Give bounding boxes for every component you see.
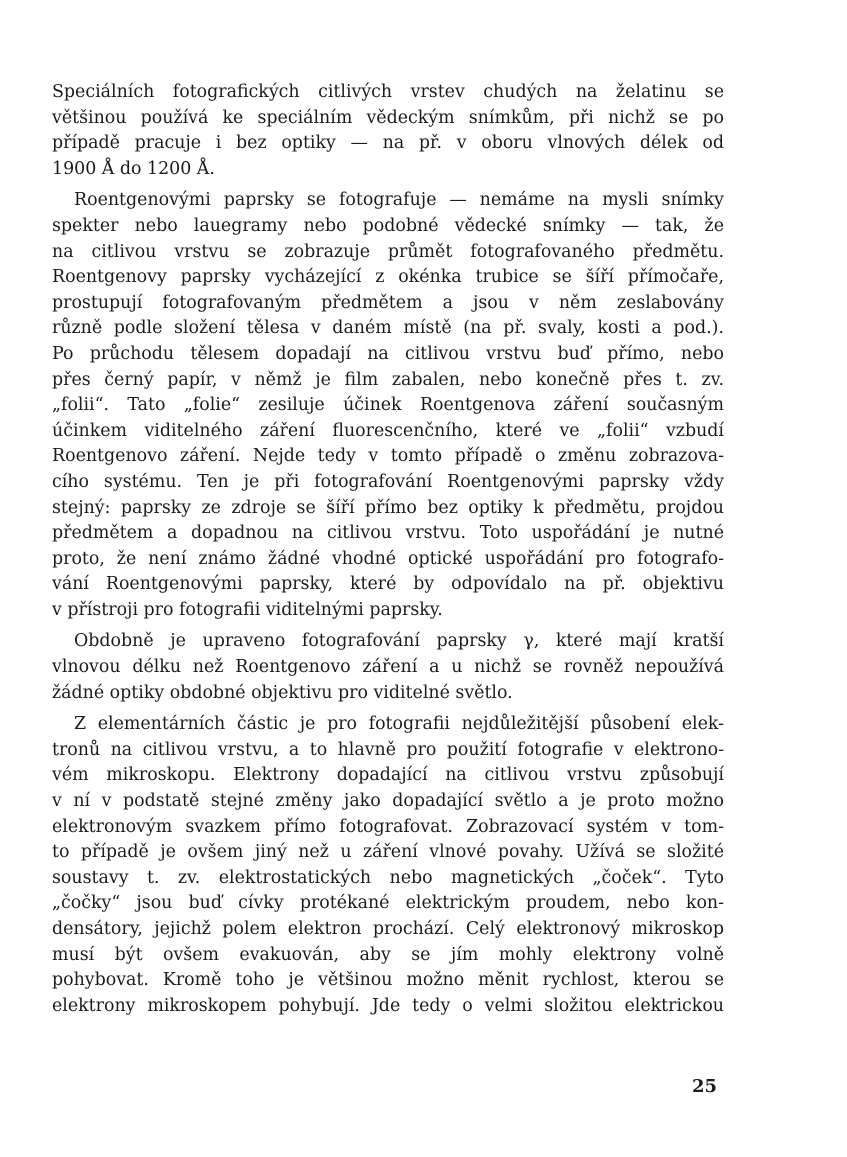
paragraph-3 [52, 629, 724, 706]
paragraph-4 [52, 712, 724, 1019]
text-line: to případě je ovšem jiný než u záření vlnové povahy. Užívá se složité [52, 842, 724, 863]
text-line: předmětem a dopadnou na citlivou vrstvu. Toto uspořádání je nutné [52, 523, 724, 544]
text-line: Obdobně je upraveno fotografování paprsky γ, které mají kratší [74, 631, 724, 652]
text-line: densátory, jejichž polem elektron prochází. Celý elektronový mikroskop [52, 919, 724, 939]
text-line: případě pracuje i bez optiky — na př. v oboru vlnových délek od [52, 133, 724, 154]
text-line: různě podle složení tělesa v daném místě (na př. svaly, kosti a pod.). [52, 318, 724, 339]
text-line: 1900 Å do 1200 Å. [52, 158, 215, 179]
paragraph-1 [52, 80, 724, 182]
text-line: na citlivou vrstvu se zobrazuje průmět fotografovaného předmětu. [52, 241, 724, 262]
text-line: vém mikroskopu. Elektrony dopadající na citlivou vrstvu způsobují [52, 765, 724, 786]
text-line: Z elementárních částic je pro fotografii nejdůležitější působení elek- [74, 714, 724, 735]
text-line: proto, že není známo žádné vhodné optické uspořádání pro fotografo- [52, 548, 724, 569]
text-line: žádné optiky obdobné objektivu pro viditelné světlo. [52, 682, 513, 703]
text-line: „čočky“ jsou buď cívky protékané elektrickým proudem, nebo kon- [52, 893, 724, 914]
text-line: Roentgenovo záření. Nejde tedy v tomto případě o změnu zobrazova- [52, 446, 724, 467]
text-line: přes černý papír, v němž je film zabalen, nebo konečně přes t. zv. [52, 369, 724, 390]
text-line: „folii“. Tato „folie“ zesiluje účinek Roentgenova záření současným [52, 395, 724, 416]
text-line: Roentgenovy paprsky vycházející z okénka trubice se šíří přímočaře, [52, 267, 724, 288]
text-line: spekter nebo lauegramy nebo podobné vědecké snímky — tak, že [52, 215, 724, 236]
text-line: většinou používá ke speciálním vědeckým snímkům, při nichž se po [52, 107, 724, 128]
text-line: účinkem viditelného záření fluorescenčního, které ve „folii“ vzbudí [52, 420, 724, 441]
text-line: elektronovým svazkem přímo fotografovat. Zobrazovací systém v tom- [52, 816, 724, 837]
text-line: soustavy t. zv. elektrostatických nebo magnetických „čoček“. Tyto [52, 867, 724, 888]
page-number: 25 [692, 1076, 718, 1097]
text-line: pohybovat. Kromě toho je většinou možno měnit rychlost, kterou se [52, 970, 724, 991]
text-line: Speciálních fotografických citlivých vrstev chudých na želatinu se [52, 82, 724, 102]
text-line: musí být ovšem evakuován, aby se jím mohly elektrony volně [52, 944, 724, 965]
text-line: elektrony mikroskopem pohybují. Jde tedy o velmi složitou elektrickou [52, 995, 724, 1016]
text-line: vání Roentgenovými paprsky, které by odpovídalo na př. objektivu [52, 574, 724, 595]
text-line: v přístroji pro fotografii viditelnými paprsky. [52, 599, 443, 620]
text-line: stejný: paprsky ze zdroje se šíří přímo bez optiky k předmětu, projdou [52, 497, 724, 518]
page-body [52, 80, 724, 1019]
text-line: Roentgenovými paprsky se fotografuje — nemáme na mysli snímky [74, 190, 724, 211]
paragraph-2 [52, 188, 724, 623]
text-line: Po průchodu tělesem dopadají na citlivou vrstvu buď přímo, nebo [52, 343, 724, 364]
text-line: cího systému. Ten je při fotografování Roentgenovými paprsky vždy [52, 471, 724, 492]
text-line: tronů na citlivou vrstvu, a to hlavně pro použití fotografie v elektrono- [52, 739, 724, 760]
text-line: prostupují fotografovaným předmětem a jsou v něm zeslabovány [52, 292, 724, 313]
text-line: v ní v podstatě stejné změny jako dopadající světlo a je proto možno [52, 791, 724, 812]
text-line: vlnovou délku než Roentgenovo záření a u nichž se rovněž nepoužívá [52, 657, 724, 678]
